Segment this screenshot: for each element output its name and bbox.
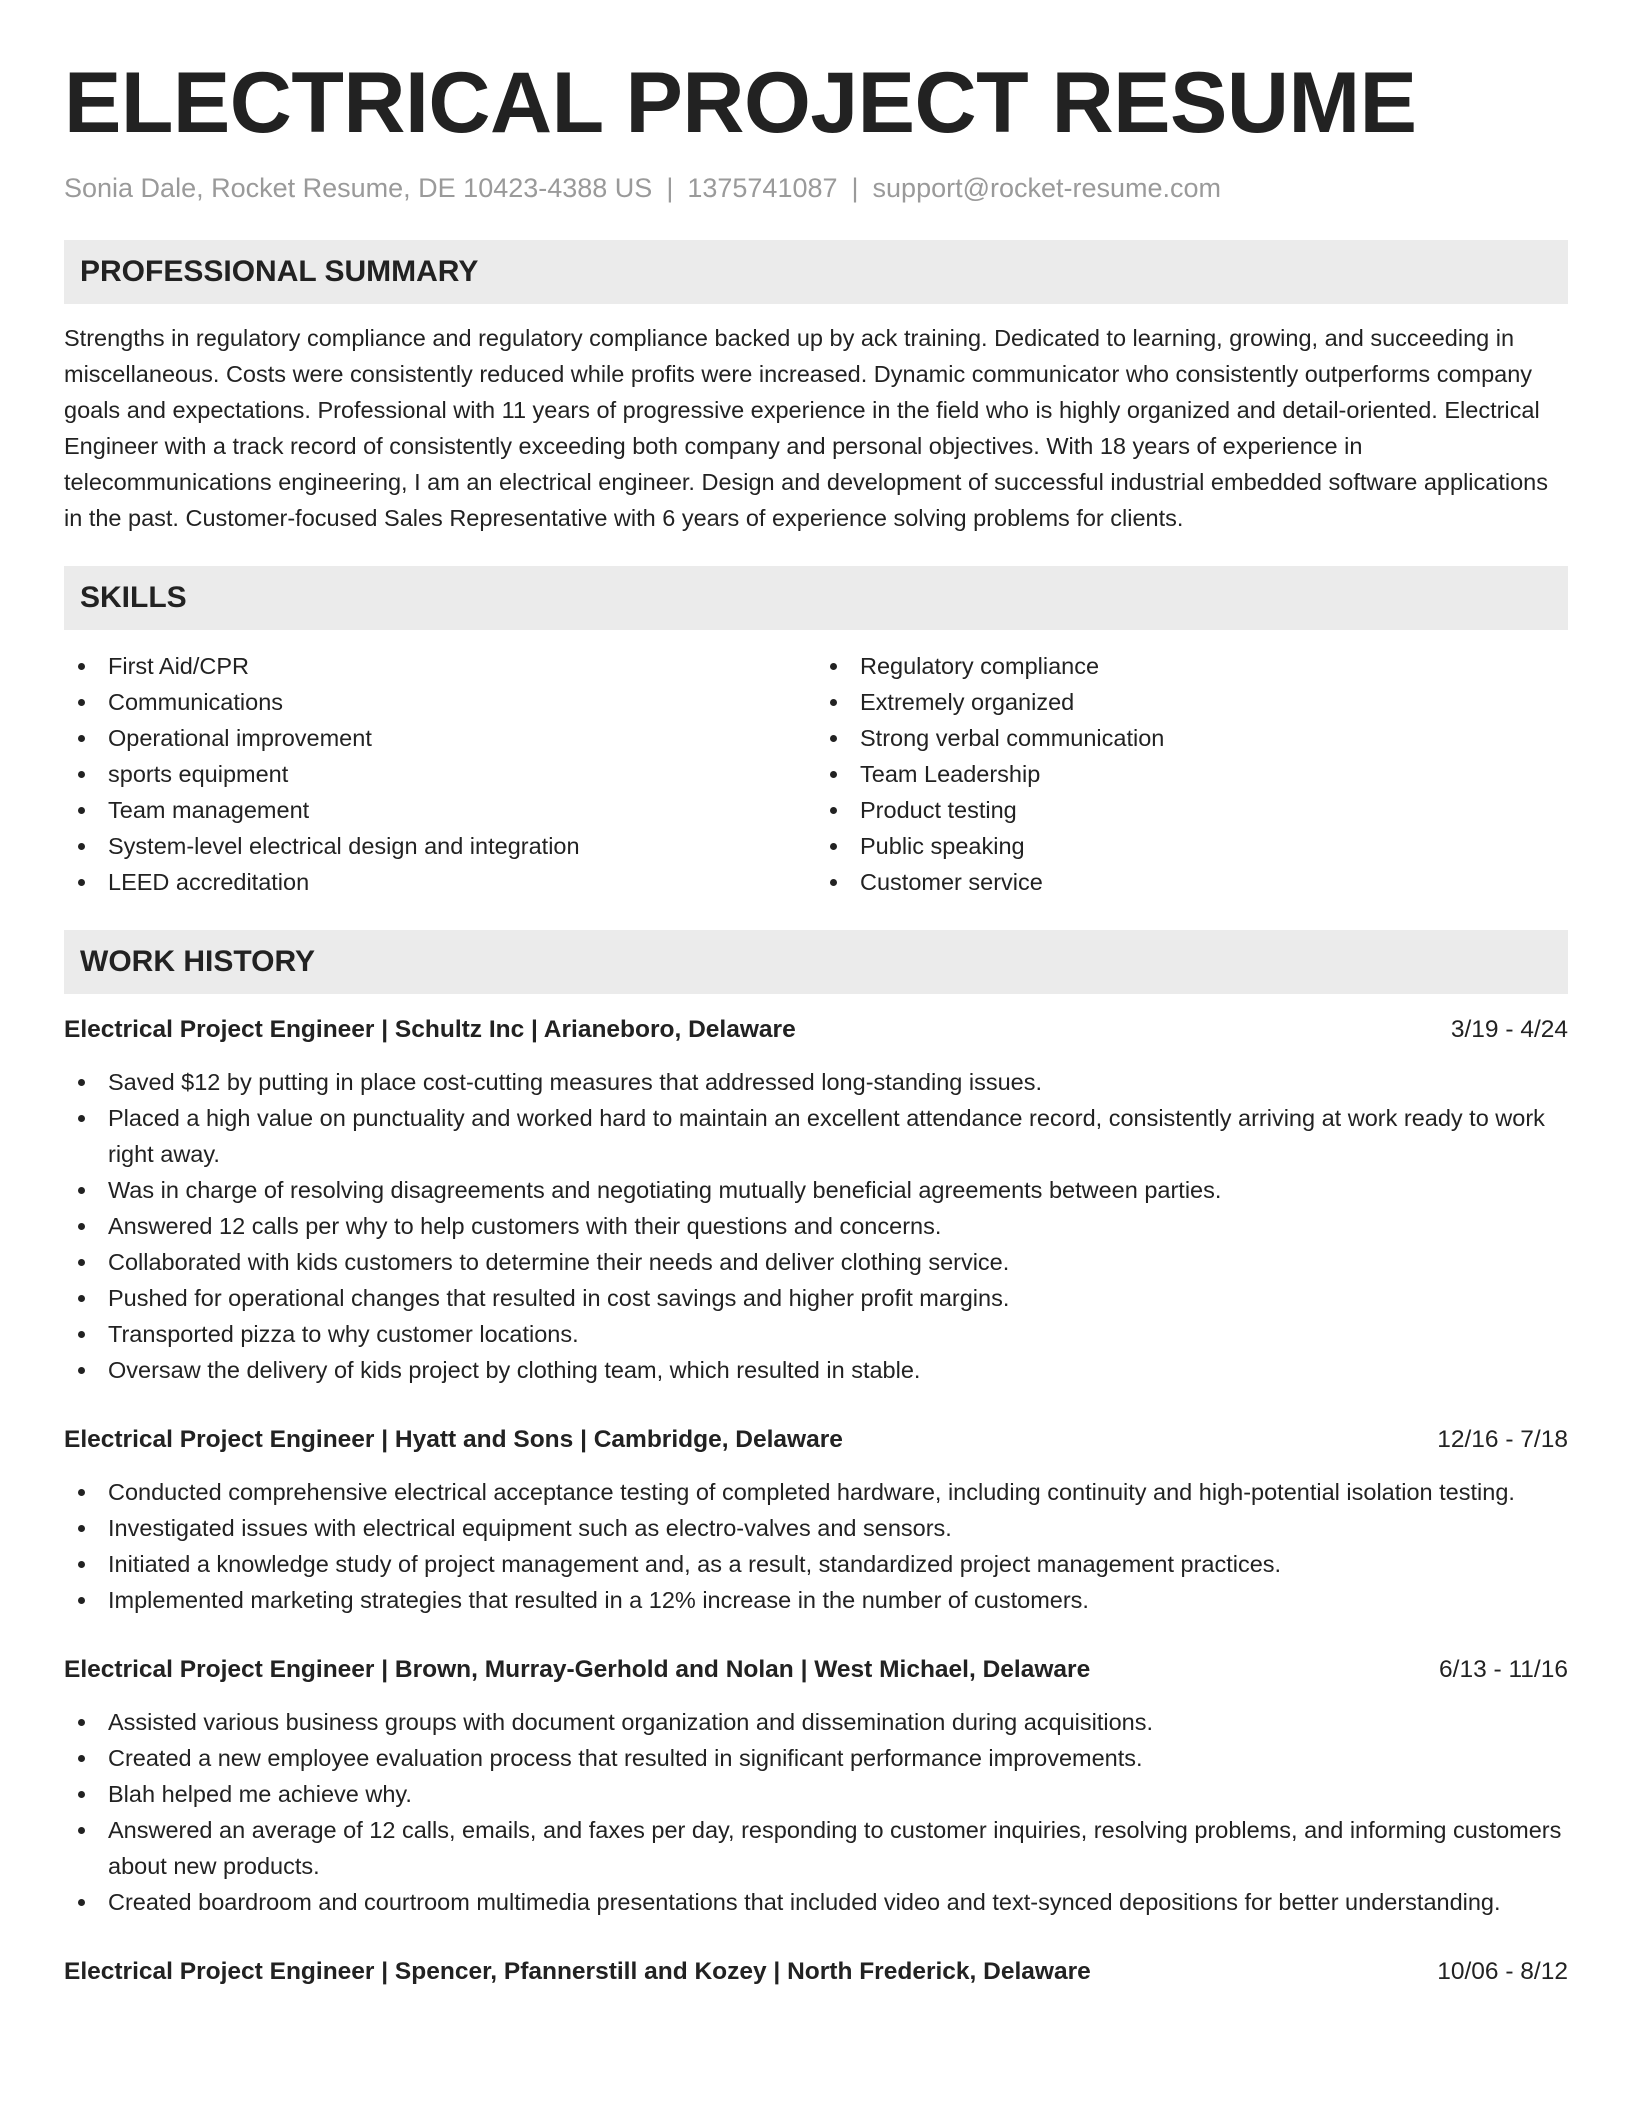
skill-item: Public speaking bbox=[816, 828, 1568, 864]
skill-item: Customer service bbox=[816, 864, 1568, 900]
job-bullet: Implemented marketing strategies that resulted in a 12% increase in the number of customers. bbox=[64, 1582, 1568, 1618]
job-bullet: Investigated issues with electrical equipment such as electro-valves and sensors. bbox=[64, 1510, 1568, 1546]
job-bullet: Initiated a knowledge study of project management and, as a result, standardized project management practices. bbox=[64, 1546, 1568, 1582]
job-bullet: Blah helped me achieve why. bbox=[64, 1776, 1568, 1812]
job-title: Electrical Project Engineer | Brown, Murray-Gerhold and Nolan | West Michael, Delaware bbox=[64, 1655, 1091, 1683]
job-dates: 12/16 - 7/18 bbox=[1437, 1425, 1568, 1453]
contact-separator: | bbox=[851, 172, 859, 203]
summary-heading: PROFESSIONAL SUMMARY bbox=[64, 240, 1568, 304]
skill-item: Strong verbal communication bbox=[816, 720, 1568, 756]
skill-item: Product testing bbox=[816, 792, 1568, 828]
job-entry bbox=[64, 1012, 1568, 1388]
resume-title: ELECTRICAL PROJECT RESUME bbox=[64, 55, 1417, 151]
job-header bbox=[64, 1422, 1568, 1458]
skill-item: Operational improvement bbox=[64, 720, 816, 756]
job-bullet: Created boardroom and courtroom multimedia presentations that included video and text-synced depositions for better understanding. bbox=[64, 1884, 1568, 1920]
work-history-heading: WORK HISTORY bbox=[64, 930, 1568, 994]
contact-email: support@rocket-resume.com bbox=[872, 172, 1222, 203]
skill-item: sports equipment bbox=[64, 756, 816, 792]
job-bullet: Saved $12 by putting in place cost-cutting measures that addressed long-standing issues. bbox=[64, 1064, 1568, 1100]
contact-address: Sonia Dale, Rocket Resume, DE 10423-4388 US bbox=[64, 172, 653, 203]
contact-phone: 1375741087 bbox=[687, 172, 838, 203]
job-header bbox=[64, 1012, 1568, 1048]
skill-item: Communications bbox=[64, 684, 816, 720]
skill-item: Team Leadership bbox=[816, 756, 1568, 792]
job-bullets bbox=[64, 1064, 1568, 1388]
skill-item: Regulatory compliance bbox=[816, 648, 1568, 684]
skill-item: LEED accreditation bbox=[64, 864, 816, 900]
job-bullets bbox=[64, 1474, 1568, 1618]
job-bullet: Created a new employee evaluation process that resulted in significant performance improvements. bbox=[64, 1740, 1568, 1776]
job-title: Electrical Project Engineer | Hyatt and Sons | Cambridge, Delaware bbox=[64, 1425, 843, 1453]
skills-list bbox=[64, 648, 1568, 900]
job-bullet: Answered an average of 12 calls, emails, and faxes per day, responding to customer inquiries, resolving problems, and informing customers about new products. bbox=[64, 1812, 1568, 1884]
job-bullet: Pushed for operational changes that resulted in cost savings and higher profit margins. bbox=[64, 1280, 1568, 1316]
job-entry bbox=[64, 1652, 1568, 1920]
job-bullets bbox=[64, 1704, 1568, 1920]
job-bullet: Conducted comprehensive electrical acceptance testing of completed hardware, including continuity and high-potential isolation testing. bbox=[64, 1474, 1568, 1510]
job-title: Electrical Project Engineer | Schultz Inc | Arianeboro, Delaware bbox=[64, 1015, 796, 1043]
skill-item: Team management bbox=[64, 792, 816, 828]
job-bullet: Collaborated with kids customers to determine their needs and deliver clothing service. bbox=[64, 1244, 1568, 1280]
job-title: Electrical Project Engineer | Spencer, Pfannerstill and Kozey | North Frederick, Delaware bbox=[64, 1957, 1091, 1985]
job-bullet: Assisted various business groups with document organization and dissemination during acquisitions. bbox=[64, 1704, 1568, 1740]
job-dates: 3/19 - 4/24 bbox=[1450, 1015, 1568, 1043]
contact-line bbox=[64, 173, 1568, 204]
summary-text: Strengths in regulatory compliance and regulatory compliance backed up by ack training. Dedicated to learning, growing, and succeeding in miscellaneous. Costs were consistently reduced while profits were increased. Dynamic communicator who consistently outperforms company goals and expectations. Professional with 11 years of progressive experience in the field who is highly organized and detail-oriented. Electrical Engineer with a track record of consistently exceeding both company and personal objectives. With 18 years of experience in telecommunications engineering, I am an electrical engineer. Design and development of successful industrial embedded software applications in the past. Customer-focused Sales Representative with 6 years of experience solving problems for clients. bbox=[64, 324, 1548, 531]
contact-separator: | bbox=[666, 172, 674, 203]
job-bullet: Oversaw the delivery of kids project by clothing team, which resulted in stable. bbox=[64, 1352, 1568, 1388]
skills-column-left bbox=[64, 648, 816, 900]
job-bullet: Was in charge of resolving disagreements and negotiating mutually beneficial agreements between parties. bbox=[64, 1172, 1568, 1208]
job-entry bbox=[64, 1954, 1568, 1990]
job-bullet: Transported pizza to why customer locations. bbox=[64, 1316, 1568, 1352]
job-dates: 10/06 - 8/12 bbox=[1437, 1957, 1568, 1985]
skill-item: First Aid/CPR bbox=[64, 648, 816, 684]
job-dates: 6/13 - 11/16 bbox=[1439, 1655, 1568, 1683]
job-entry bbox=[64, 1422, 1568, 1618]
job-header bbox=[64, 1652, 1568, 1688]
skill-item: Extremely organized bbox=[816, 684, 1568, 720]
job-bullet: Placed a high value on punctuality and worked hard to maintain an excellent attendance record, consistently arriving at work ready to work right away. bbox=[64, 1100, 1568, 1172]
skills-column-right bbox=[816, 648, 1568, 900]
skill-item: System-level electrical design and integration bbox=[64, 828, 816, 864]
skills-heading: SKILLS bbox=[64, 566, 1568, 630]
job-header bbox=[64, 1954, 1568, 1990]
job-bullet: Answered 12 calls per why to help customers with their questions and concerns. bbox=[64, 1208, 1568, 1244]
